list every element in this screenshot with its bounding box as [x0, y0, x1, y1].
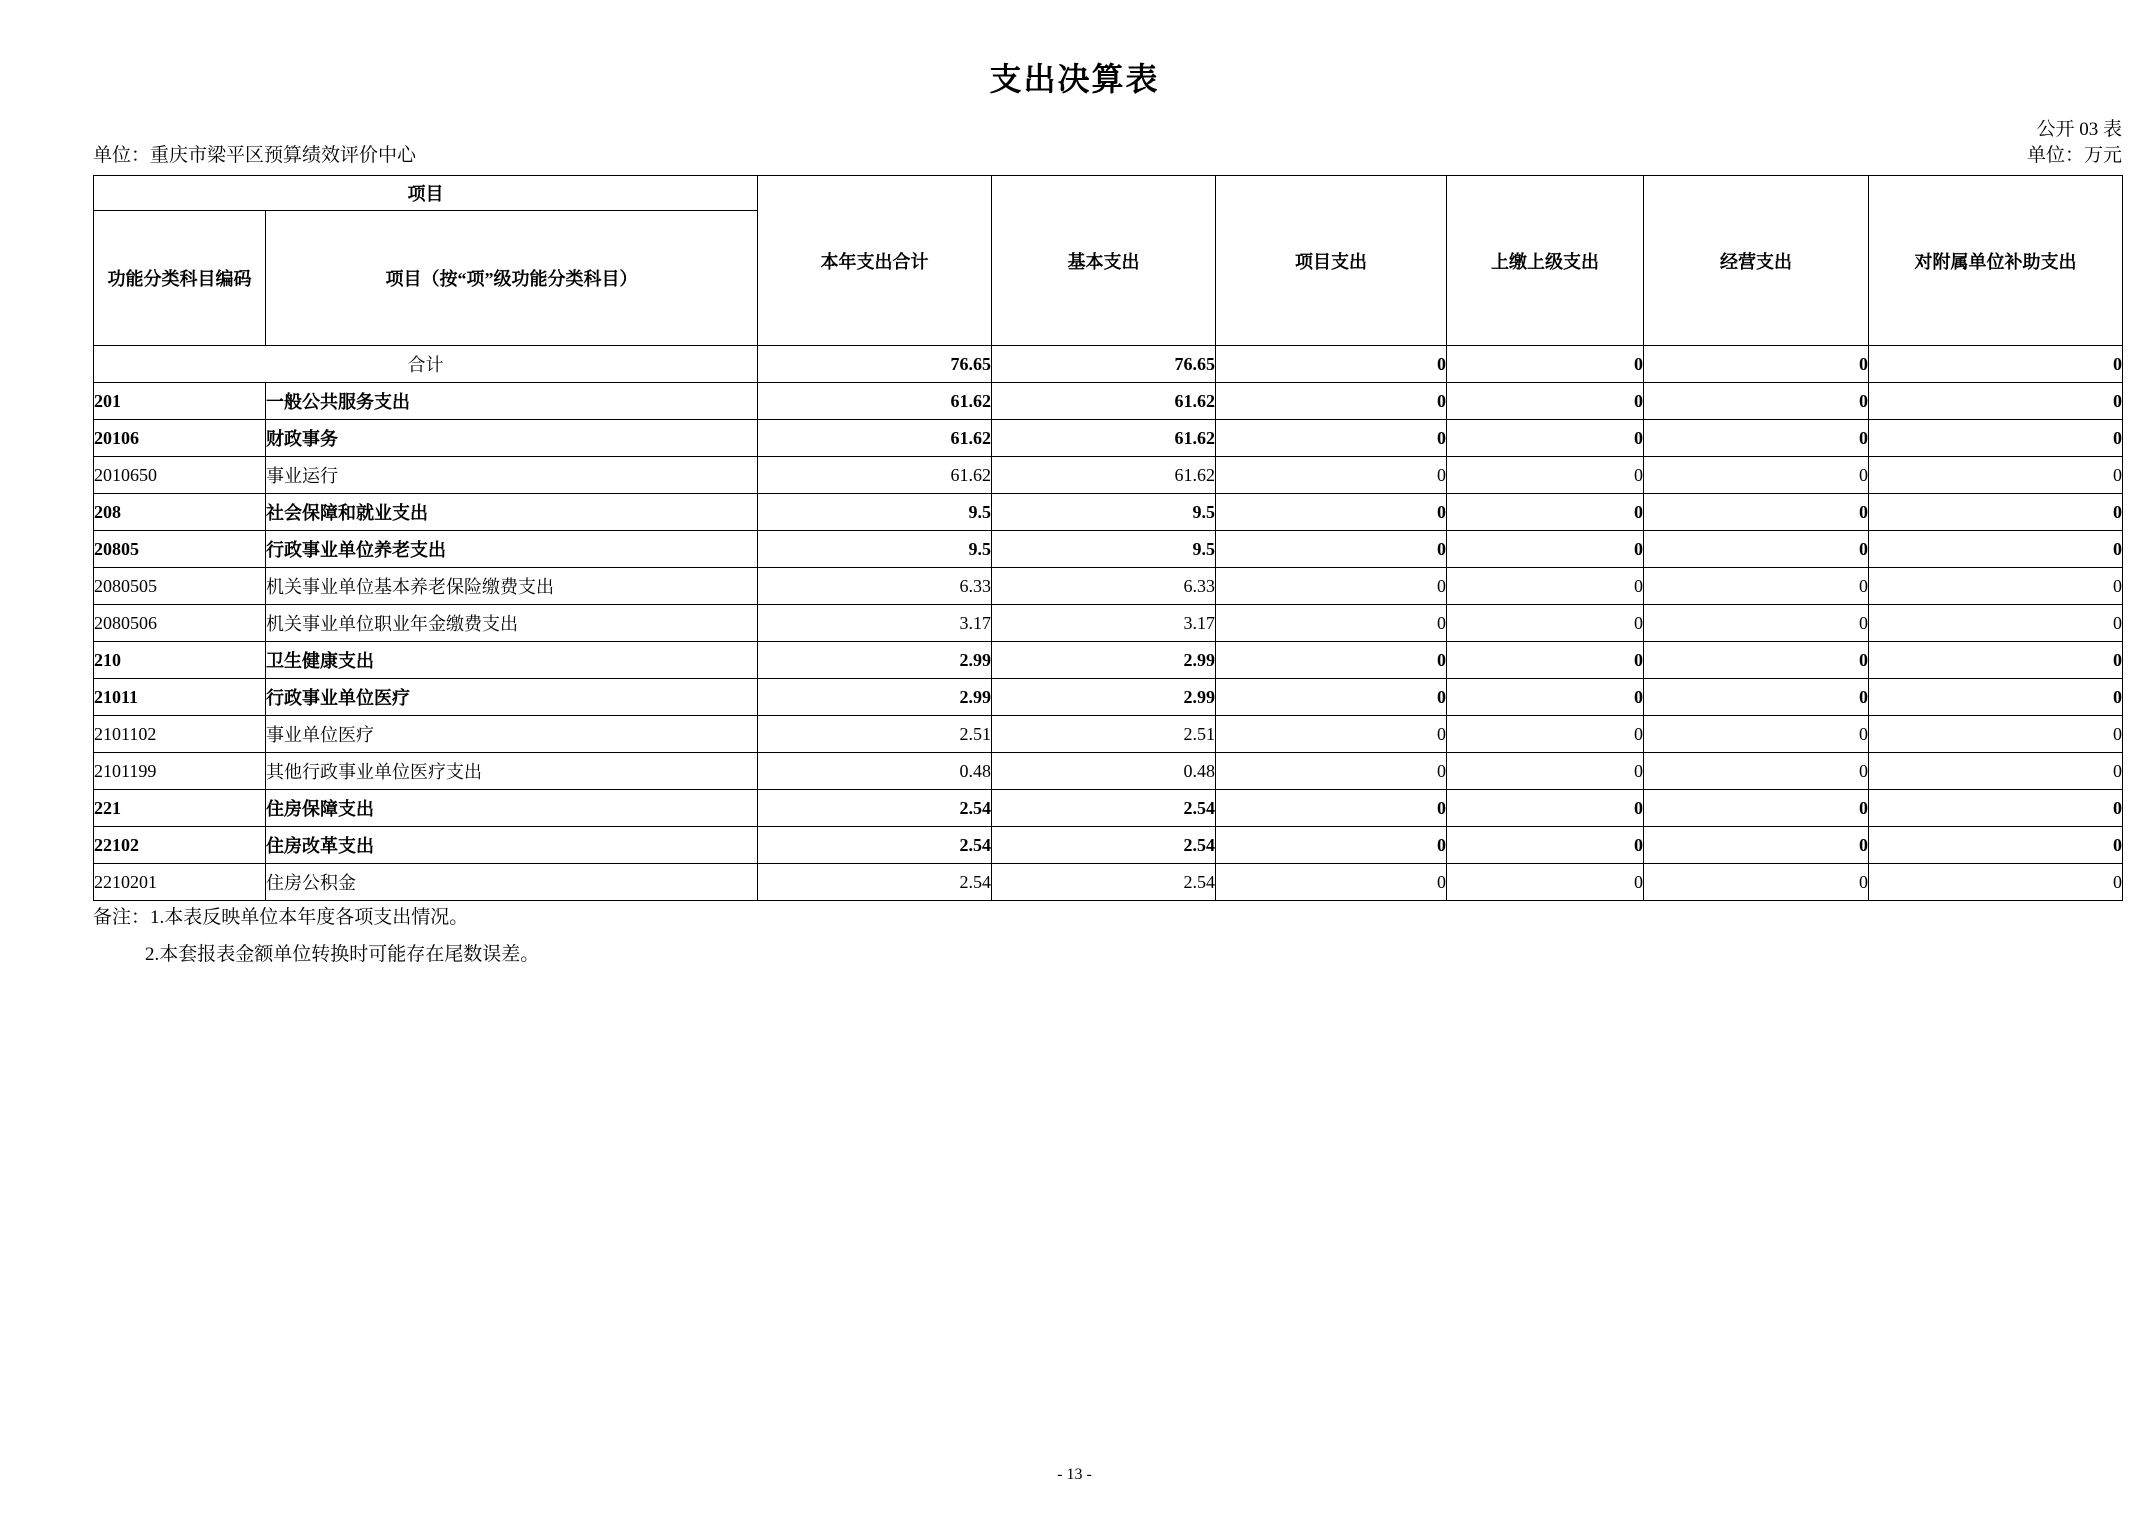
header-project-group: 项目	[94, 176, 758, 211]
cell-value: 0	[1447, 864, 1644, 901]
cell-value: 0	[1644, 716, 1869, 753]
notes-label: 备注：	[93, 907, 151, 928]
table-row	[94, 531, 2123, 568]
table-row	[94, 716, 2123, 753]
table-row	[94, 568, 2123, 605]
cell-value: 2.54	[992, 864, 1216, 901]
cell-value: 0	[1869, 679, 2123, 716]
cell-value: 0	[1869, 568, 2123, 605]
cell-code: 21011	[94, 679, 266, 716]
cell-code: 221	[94, 790, 266, 827]
cell-value: 61.62	[992, 457, 1216, 494]
cell-value: 0	[1447, 568, 1644, 605]
cell-item-name: 住房改革支出	[266, 827, 758, 864]
cell-value: 0	[1869, 716, 2123, 753]
cell-item-name: 住房公积金	[266, 864, 758, 901]
cell-code: 210	[94, 642, 266, 679]
cell-value: 0	[1869, 642, 2123, 679]
cell-value: 0	[1447, 457, 1644, 494]
cell-item-name: 行政事业单位医疗	[266, 679, 758, 716]
cell-item-name: 行政事业单位养老支出	[266, 531, 758, 568]
cell-code: 20805	[94, 531, 266, 568]
cell-code: 2080506	[94, 605, 266, 642]
cell-value: 6.33	[758, 568, 992, 605]
cell-value: 0	[1447, 790, 1644, 827]
header-project-expenditure: 项目支出	[1216, 176, 1447, 346]
cell-value: 9.5	[992, 494, 1216, 531]
cell-value: 76.65	[758, 346, 992, 383]
table-row	[94, 642, 2123, 679]
cell-code: 2101102	[94, 716, 266, 753]
cell-value: 0	[1216, 383, 1447, 420]
cell-value: 76.65	[992, 346, 1216, 383]
cell-value: 2.99	[992, 642, 1216, 679]
cell-value: 3.17	[992, 605, 1216, 642]
cell-total-label: 合计	[94, 346, 758, 383]
cell-value: 2.51	[758, 716, 992, 753]
cell-value: 61.62	[758, 420, 992, 457]
header-upward-payment: 上缴上级支出	[1447, 176, 1644, 346]
table-row	[94, 457, 2123, 494]
cell-value: 0	[1869, 605, 2123, 642]
cell-value: 0	[1644, 531, 1869, 568]
cell-code: 2080505	[94, 568, 266, 605]
table-row	[94, 605, 2123, 642]
cell-item-name: 一般公共服务支出	[266, 383, 758, 420]
cell-value: 0	[1216, 605, 1447, 642]
cell-value: 0	[1447, 383, 1644, 420]
cell-code: 2010650	[94, 457, 266, 494]
cell-value: 0	[1644, 753, 1869, 790]
note-line	[93, 899, 539, 936]
cell-value: 0	[1644, 679, 1869, 716]
expenditure-table	[93, 175, 2123, 901]
cell-value: 0	[1644, 642, 1869, 679]
table-row	[94, 790, 2123, 827]
cell-value: 0	[1644, 605, 1869, 642]
cell-value: 9.5	[758, 531, 992, 568]
cell-value: 61.62	[992, 420, 1216, 457]
cell-value: 2.54	[992, 790, 1216, 827]
header-subsidy-to-affiliates: 对附属单位补助支出	[1869, 176, 2123, 346]
cell-value: 3.17	[758, 605, 992, 642]
cell-value: 2.54	[992, 827, 1216, 864]
table-row	[94, 753, 2123, 790]
cell-value: 0.48	[992, 753, 1216, 790]
cell-value: 0	[1644, 568, 1869, 605]
cell-value: 0	[1869, 753, 2123, 790]
cell-value: 2.54	[758, 827, 992, 864]
cell-item-name: 事业单位医疗	[266, 716, 758, 753]
cell-code: 208	[94, 494, 266, 531]
table-row	[94, 420, 2123, 457]
cell-value: 0	[1869, 346, 2123, 383]
table-row	[94, 679, 2123, 716]
cell-value: 2.99	[992, 679, 1216, 716]
cell-value: 0	[1216, 494, 1447, 531]
cell-code: 2210201	[94, 864, 266, 901]
cell-item-name: 卫生健康支出	[266, 642, 758, 679]
cell-item-name: 事业运行	[266, 457, 758, 494]
cell-value: 0	[1447, 716, 1644, 753]
cell-value: 0	[1869, 420, 2123, 457]
cell-value: 0	[1216, 679, 1447, 716]
table-code-label: 公开 03 表	[2036, 119, 2122, 140]
cell-value: 2.54	[758, 864, 992, 901]
header-total-expenditure: 本年支出合计	[758, 176, 992, 346]
cell-value: 0	[1216, 642, 1447, 679]
cell-value: 0	[1869, 531, 2123, 568]
cell-value: 0	[1447, 420, 1644, 457]
cell-value: 0	[1447, 827, 1644, 864]
cell-value: 9.5	[758, 494, 992, 531]
cell-value: 2.51	[992, 716, 1216, 753]
cell-code: 20106	[94, 420, 266, 457]
cell-value: 0	[1216, 420, 1447, 457]
cell-item-name: 财政事务	[266, 420, 758, 457]
header-function-code: 功能分类科目编码	[94, 211, 266, 346]
table-row	[94, 864, 2123, 901]
cell-value: 0	[1644, 420, 1869, 457]
cell-value: 2.99	[758, 642, 992, 679]
cell-value: 2.54	[758, 790, 992, 827]
currency-unit-label: 单位：万元	[2026, 145, 2122, 166]
cell-value: 0	[1869, 457, 2123, 494]
page-number: - 13 -	[1057, 1466, 1092, 1483]
cell-value: 0	[1447, 642, 1644, 679]
cell-value: 0	[1869, 827, 2123, 864]
cell-value: 0	[1216, 568, 1447, 605]
cell-value: 0	[1216, 864, 1447, 901]
note-text-2: 2.本套报表金额单位转换时可能存在尾数误差。	[145, 944, 540, 965]
table-row	[94, 346, 2123, 383]
cell-value: 0	[1644, 383, 1869, 420]
cell-value: 0	[1216, 346, 1447, 383]
header-item-name: 项目（按“项”级功能分类科目）	[266, 211, 758, 346]
cell-value: 61.62	[992, 383, 1216, 420]
cell-value: 0	[1447, 753, 1644, 790]
header-basic-expenditure: 基本支出	[992, 176, 1216, 346]
cell-value: 0	[1644, 864, 1869, 901]
notes-block	[93, 899, 539, 973]
cell-value: 0	[1644, 494, 1869, 531]
cell-item-name: 机关事业单位基本养老保险缴费支出	[266, 568, 758, 605]
cell-code: 201	[94, 383, 266, 420]
cell-value: 0	[1644, 457, 1869, 494]
table-row	[94, 383, 2123, 420]
cell-value: 0	[1447, 531, 1644, 568]
cell-value: 0	[1644, 790, 1869, 827]
cell-item-name: 其他行政事业单位医疗支出	[266, 753, 758, 790]
table-row	[94, 827, 2123, 864]
cell-value: 2.99	[758, 679, 992, 716]
cell-value: 0	[1869, 494, 2123, 531]
cell-value: 0	[1869, 790, 2123, 827]
cell-value: 6.33	[992, 568, 1216, 605]
table-body	[94, 346, 2123, 901]
cell-value: 0	[1447, 605, 1644, 642]
cell-value: 0	[1216, 457, 1447, 494]
cell-value: 61.62	[758, 457, 992, 494]
cell-value: 0	[1447, 679, 1644, 716]
cell-value: 0	[1869, 864, 2123, 901]
unit-line	[93, 140, 2122, 167]
cell-value: 0	[1216, 790, 1447, 827]
cell-value: 9.5	[992, 531, 1216, 568]
header-operating-expenditure: 经营支出	[1644, 176, 1869, 346]
note-text-1: 1.本表反映单位本年度各项支出情况。	[150, 907, 469, 928]
cell-value: 0	[1216, 716, 1447, 753]
cell-code: 22102	[94, 827, 266, 864]
cell-value: 0	[1869, 383, 2123, 420]
header-row-top	[94, 176, 2123, 211]
page-title: 支出决算表	[989, 61, 1160, 97]
cell-value: 0.48	[758, 753, 992, 790]
reporting-unit-label: 单位：重庆市梁平区预算绩效评价中心	[93, 145, 417, 166]
cell-value: 0	[1447, 346, 1644, 383]
cell-value: 0	[1216, 753, 1447, 790]
cell-value: 61.62	[758, 383, 992, 420]
cell-item-name: 住房保障支出	[266, 790, 758, 827]
cell-value: 0	[1216, 827, 1447, 864]
cell-value: 0	[1447, 494, 1644, 531]
table-row	[94, 494, 2123, 531]
cell-value: 0	[1216, 531, 1447, 568]
cell-item-name: 机关事业单位职业年金缴费支出	[266, 605, 758, 642]
cell-value: 0	[1644, 346, 1869, 383]
cell-item-name: 社会保障和就业支出	[266, 494, 758, 531]
cell-value: 0	[1644, 827, 1869, 864]
cell-code: 2101199	[94, 753, 266, 790]
